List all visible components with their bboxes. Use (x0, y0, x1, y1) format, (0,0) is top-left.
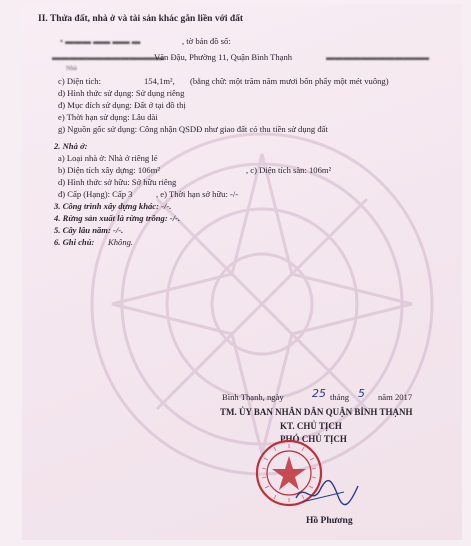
house-grade: đ) Cấp (Hạng): Cấp 3 (58, 189, 133, 199)
issuing-org: TM. ỦY BAN NHÂN DÂN QUẬN BÌNH THẠNH (220, 407, 413, 417)
date-month-label: tháng (330, 392, 350, 402)
other-item-3: 3. Công trình xây dựng khác: -/-. (54, 201, 172, 211)
address-line: Văn Đậu, Phường 11, Quận Bình Thạnh (154, 52, 293, 62)
house-floor-area: , c) Diện tích sàn: 106m² (246, 165, 332, 175)
map-sheet-label: , tờ bản đồ số: (182, 36, 231, 46)
use-purpose: đ) Mục đích sử dụng: Đất ở tại đô thị (58, 100, 186, 110)
area-words: (bằng chữ: một trăm năm mươi bốn phẩy một mét vuông) (190, 76, 389, 86)
other-item-6: 6. Ghi chú: (54, 237, 95, 247)
other-item-6-value: Không. (108, 237, 134, 247)
redacted-address: ▬▬▬▬▬▬▬▬▬▬▬▬▬ (52, 52, 164, 62)
house-type: a) Loại nhà ở: Nhà ở riêng lẻ (58, 153, 158, 163)
use-term: e) Thời hạn sử dụng: Lâu dài (58, 112, 158, 122)
date-day: 25 (312, 387, 326, 400)
use-origin: g) Nguồn gốc sử dụng: Công nhận QSDĐ như giao đất có thu tiền sử dụng đất (58, 124, 328, 134)
section-heading: II. Thửa đất, nhà ở và tài sản khác gắn liền với đất (38, 14, 244, 24)
house-heading: 2. Nhà ở: (54, 141, 88, 151)
certificate-page (22, 4, 462, 540)
redacted-address-tail: ▬▬▬▬▬▬▬▬▬▬▬▬ (326, 52, 430, 62)
area-value: 154,1m², (144, 76, 175, 86)
house-ownership: d) Hình thức sở hữu: Sở hữu riêng (58, 177, 177, 187)
other-item-5: 5. Cây lâu năm: -/-. (54, 225, 124, 235)
redacted-text: • ▬▬▬ ▬▬ ▬▬ ▬ (60, 36, 141, 46)
house-build-area: b) Diện tích xây dựng: 106m² (58, 165, 160, 175)
signer-role: PHÓ CHỦ TỊCH (280, 434, 347, 444)
signature-icon (292, 478, 362, 508)
use-form: d) Hình thức sử dụng: Sử dụng riêng (58, 88, 185, 98)
signer-kt: KT. CHỦ TỊCH (280, 421, 342, 431)
house-term: , e) Thời hạn sở hữu: -/- (156, 189, 239, 199)
date-prefix: Bình Thạnh, ngày (222, 392, 284, 402)
signer-name: Hồ Phương (306, 516, 353, 526)
date-year: năm 2017 (378, 392, 413, 402)
date-month: 5 (358, 387, 365, 400)
address-sub: Nhà (66, 65, 77, 72)
area-label: c) Diện tích: (58, 76, 101, 86)
other-item-4: 4. Rừng sản xuất là rừng trồng: -/-. (54, 213, 181, 223)
